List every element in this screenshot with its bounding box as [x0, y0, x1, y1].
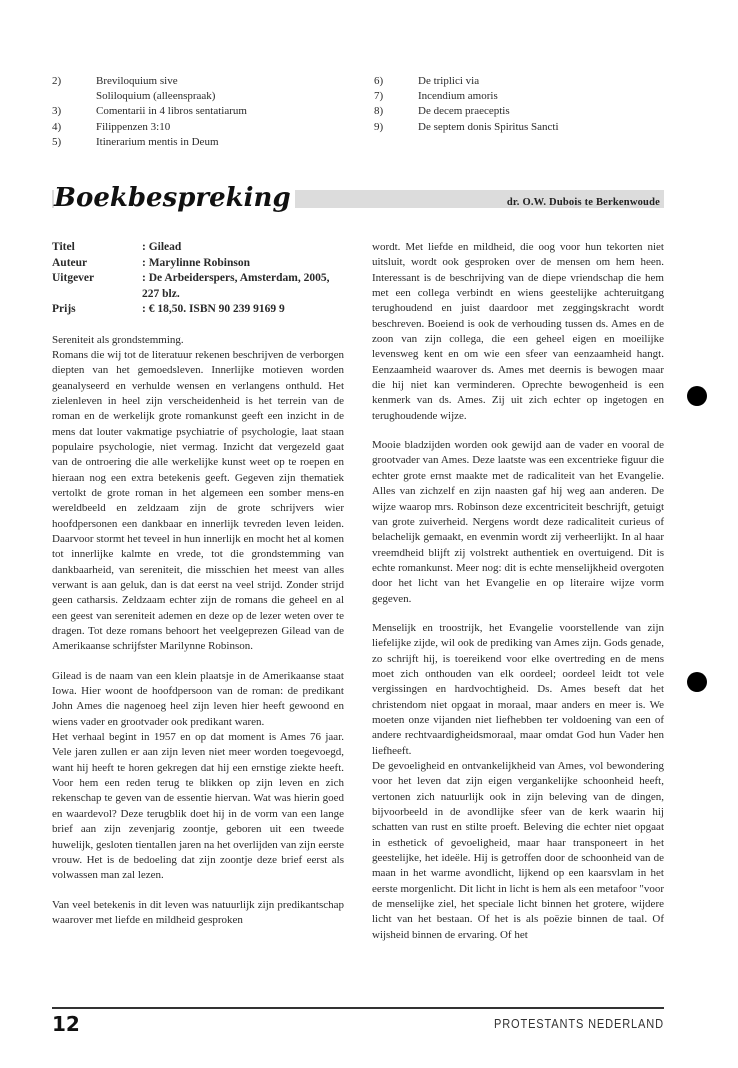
list-number: 9) [374, 120, 384, 133]
top-list-left [52, 74, 247, 150]
right-column [372, 240, 664, 957]
paragraph-block [52, 333, 344, 655]
left-column [52, 240, 344, 942]
paragraph-block [372, 240, 664, 424]
list-item [52, 120, 247, 135]
list-number: 3) [52, 105, 62, 118]
section-title: Boekbespreking [54, 182, 295, 214]
magazine-name: PROTESTANTS NEDERLAND [494, 1016, 664, 1031]
right-paragraphs [372, 240, 664, 943]
list-item [52, 74, 247, 89]
list-number: 7) [374, 90, 384, 103]
list-text: Incendium amoris [418, 90, 498, 103]
book-meta [52, 240, 344, 318]
list-number [52, 89, 96, 104]
paragraph-text: wordt. Met liefde en mildheid, die oog voor hun tekorten niet uitsluit, wordt ook gesproken over de mensen om hem heen. Interessant is de beschrijving van de diepe vriendschap die hem met een collega verbindt en wiens geestelijke achteruitgang terughoudend en juist daardoor met zeggingskracht wordt beschreven. Boeiend is ook de verhouding tussen ds. Ames en de zoon van zijn collega, die een geheel eigen en moeilijke levensweg kent en om wie een sfeer van eenzaamheid hangt. Eenzaamheid waarover ds. Ames met deernis is bewogen maar die hij niet kan verminderen. Oprechte bewogenheid is een kenmerk van ds. Ames. Zij uit zich echter op ingetogen en terughoudende wijze. [372, 241, 664, 422]
list-text: De decem praeceptis [418, 105, 510, 118]
list-number: 4) [52, 120, 62, 133]
list-item [52, 104, 247, 119]
list-text: De septem donis Spiritus Sancti [418, 120, 559, 133]
paragraph-block [372, 438, 664, 607]
list-number: 6) [374, 75, 384, 87]
meta-key: Auteur [52, 256, 88, 269]
footer-rule [52, 1007, 664, 1009]
meta-row [52, 256, 344, 272]
paragraph-text: Van veel betekenis in dit leven was natuurlijk zijn predikantschap waarover met liefde en mildheid gesproken [52, 898, 344, 926]
punch-hole-icon [687, 386, 707, 406]
meta-value: : Gilead [142, 241, 182, 253]
list-number: 2) [52, 75, 62, 87]
meta-value: : € 18,50. ISBN 90 239 9169 9 [142, 303, 285, 315]
list-item [374, 74, 559, 89]
top-list-right [374, 74, 559, 135]
meta-row [52, 271, 344, 302]
meta-key: Prijs [52, 303, 76, 315]
list-text: Breviloquium sive [96, 75, 178, 87]
paragraph-block [52, 898, 344, 929]
list-item [52, 89, 247, 104]
meta-row [52, 240, 344, 256]
list-text: Filippenzen 3:10 [96, 120, 171, 133]
paragraph-block [372, 621, 664, 943]
page-number: 12 [52, 1012, 80, 1036]
list-text: Soliloquium (alleenspraak) [96, 90, 216, 103]
meta-key: Uitgever [52, 272, 95, 284]
paragraph-text: Menselijk en troostrijk, het Evangelie voorstellende van zijn liefelijke zijde, wil ook de prediking van Ames zijn. Gods genade, zo schrijft hij, is toereikend voor elke overtreding en de mens moet zich onthouden van elk oordeel; oordeel leidt tot vele vergissingen en hardvochtigheid. Ds. Ames beseft dat het christendom niet opgaat in moraal, maar anders en meer is. We moeten onze vijanden niet liefhebben ter voldoening van een of andere rechtvaardigheidsmoraal, maar omdat God hun Vader hen liefheeft. [372, 621, 664, 757]
paragraph-text: De gevoeligheid en ontvankelijkheid van Ames, vol bewondering voor het leven dat zijn eigen vergankelijke schoonheid heeft, vertonen zich natuurlijk ook in zijn beleving van de dingen, bijvoorbeeld in de avondlijke sfeer van de kerk waarin hij schatten van rust en stilte proeft. Beleving die echter niet opgaat in esthetick of gevoeligheid, maar haar transponeert in het geestelijke, het ideële. Hij is getroffen door de schoonheid van de maan in het warme avondlicht, lijkend op een kaarsvlam in het eerste morgenlicht. Dit licht in licht is hem als een metafoor "voor de menselijke ziel, het speciale licht binnen het grotere, wijdere licht van het bestaan. Of het is als poëzie binnen de taal. Of wijsheid binnen de ervaring. Of het [372, 760, 664, 941]
list-item [374, 120, 559, 135]
list-number: 5) [52, 135, 62, 148]
list-item [374, 104, 559, 119]
paragraph-text: Gilead is de naam van een klein plaatsje in de Amerikaanse staat Iowa. Hier woont de hoofdpersoon van de roman: de predikant John Ames die nagenoeg heel zijn leven hier heeft gewoond en wiens vader en grootvader ook predikant waren. [52, 669, 344, 728]
meta-value: : Marylinne Robinson [142, 256, 250, 269]
paragraph-block [52, 669, 344, 884]
punch-hole-icon [687, 672, 707, 692]
meta-key: Titel [52, 241, 75, 253]
left-paragraphs [52, 333, 344, 929]
list-item [52, 135, 247, 150]
list-text: Itinerarium mentis in Deum [96, 135, 219, 148]
meta-row [52, 302, 344, 318]
review-author: dr. O.W. Dubois te Berkenwoude [506, 197, 660, 208]
paragraph-text: Sereniteit als grondstemming. [52, 333, 184, 346]
meta-value: : De Arbeiderspers, Amsterdam, 2005, 227 blz. [142, 272, 330, 300]
paragraph-text: Het verhaal begint in 1957 en op dat moment is Ames 76 jaar. Vele jaren zullen er aan zijn leven niet meer worden toegevoegd, want hij heeft te horen gekregen dat hij een ernstige ziekte heeft. Voor hem een reden terug te blikken op zijn leven en zich rekenschap te geven van de essentie hiervan. Wat was hierin goed en waardevol? Deze terugblik doet hij in de vorm van een lange brief aan zijn zevenjarig zoontje, geboren uit een tweede huwelijk, gesloten tientallen jaren na het overlijden van zijn eerste vrouw. Het is de bedoeling dat zijn zoontje deze brief eerst als volwassen man zal lezen. [52, 731, 345, 882]
list-text: Comentarii in 4 libros sentatiarum [96, 105, 247, 118]
list-number: 8) [374, 105, 384, 118]
list-text: De triplici via [418, 75, 480, 87]
paragraph-text: Romans die wij tot de literatuur rekenen beschrijven de verborgen diepten van het gemoedsleven. Innerlijke motieven worden geanalyseerd en verhulde wensen en verlangens onthuld. Het zielenleven in heel zijn verscheidenheid is het terrein van de roman en de werkelijk grote romankunst geeft een inzicht in de mens dat louter vakmatige psychiatrie of psychologie, laat staan populaire psychologie, niet vermag. Inzicht dat vergezeld gaat van de ontroering die alle werkelijke kunst weet op te roepen en hieraan nog een extra betekenis geeft. Gegeven zijn thematiek vertolkt de grote roman in het algemeen een somber mens-en wereldbeeld en zeldzaam zijn de grote schrijvers wier hoofdpersonen een dankbaar en innerlijk tevreden leven leiden. Daarvoor stormt het teveel in hun innerlijk en mocht het al komen tot innerlijke kalmte en vrede, tot die grondstemming van dankbaarheid, van sereniteit, die misschien het meest van alles verwant is aan geluk, dan is dat eerst na veel strijd. Zonder strijd geen catharsis. Zeldzaam echter zijn de romans die geheel en al een geest van sereniteit ademen en deze op de lezer weten over te dragen. Tot deze romans behoort het veelgeprezen Gilead van de Amerikaanse schrijfster Marilynne Robinson. [52, 348, 344, 653]
list-item [374, 89, 559, 104]
paragraph-text: Mooie bladzijden worden ook gewijd aan de vader en vooral de grootvader van Ames. Deze laatste was een excentrieke figuur die echter grote ernst maakte met de radicaliteit van het Evangelie. Alles van zichzelf en zijn naasten gaf hij weg aan anderen. De wijze waarop mrs. Robinson deze excentriciteit beschrijft, getuigt van grote zuiverheid. Nergens wordt deze radicaliteit curieus of belachelijk gemaakt, en evenmin wordt zij verheerlijkt. In al haar vreemdheid blijft zij volstrekt authentiek en overtuigend. Dit is echte romankunst. Meer nog: dit is echte menselijkheid overgoten door het licht van het Evangelie en op literaire wijze vorm gegeven. [372, 439, 664, 605]
